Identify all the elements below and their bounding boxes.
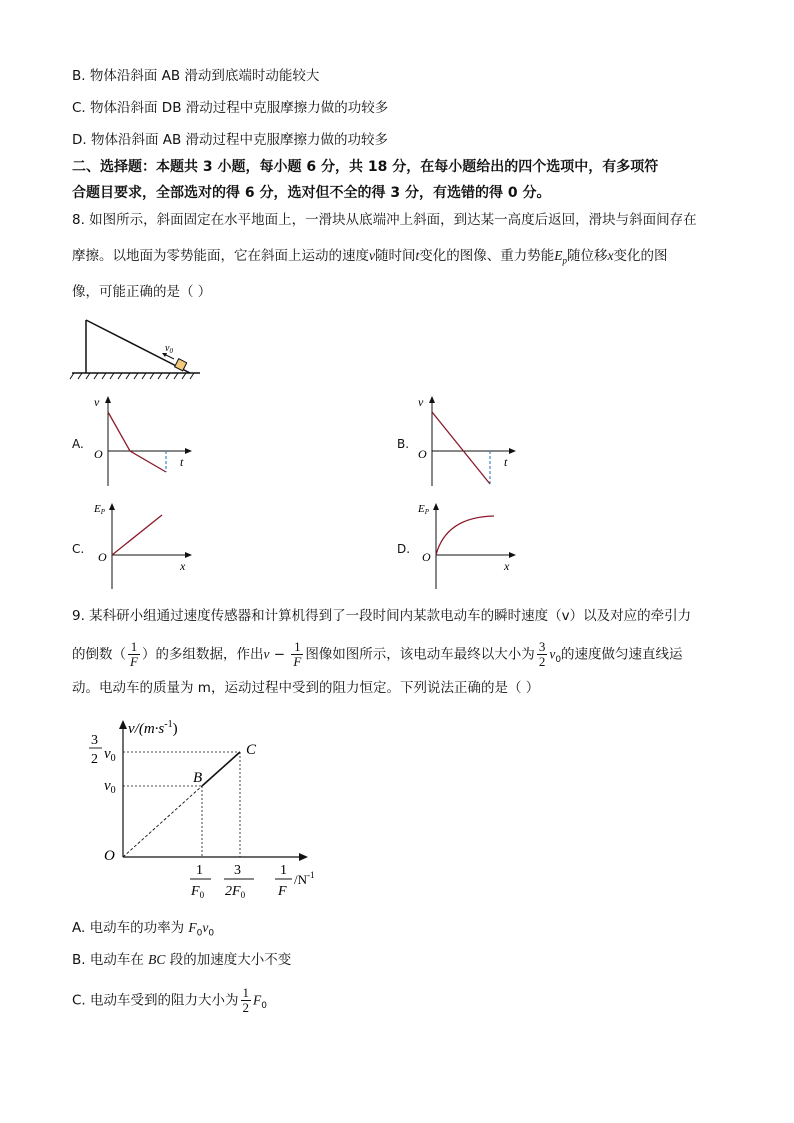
tick-three-halves-num: 3 <box>91 733 98 748</box>
y-axis-label: v <box>418 395 424 409</box>
velocity-curve <box>432 412 490 484</box>
q9-graph <box>80 712 340 907</box>
x-tick1-den: $F_0$ <box>191 884 205 900</box>
q8-stem-line2: 摩擦。以地面为零势能面，它在斜面上运动的速度v随时间t变化的图像、重力势能$E_p$随位移x变化的图 <box>72 248 668 266</box>
y-axis-label: EP <box>94 503 106 516</box>
q8-stem-line3: 像，可能正确的是（ ） <box>72 284 212 300</box>
section2-heading-line1: 二、选择题：本题共 3 小题，每小题 6 分，共 18 分，在每小题给出的四个选项中，有多项符 <box>72 159 659 175</box>
q7-option-d: D. 物体沿斜面 AB 滑动过程中克服摩擦力做的功较多 <box>72 132 389 148</box>
q9-stem-line2: 的倒数（ $\frac{1}{F}$ ）的多组数据，作出v − $\frac{1}{F}$ 图像如图所示，该电动车最终以大小为 $\frac{3}{2}$ $v_0$的速度做匀速直线运 <box>72 639 683 669</box>
q8-option-d-label: D. <box>397 542 411 556</box>
x-unit: $/N^{-1}$ <box>294 870 315 887</box>
v0-label: $v_0$ <box>165 343 173 355</box>
origin-label: O <box>422 550 431 564</box>
x-axis-label: x <box>180 559 186 573</box>
q8-option-b-graph <box>412 394 522 489</box>
y-axis-label: EP <box>418 503 430 516</box>
y-axis-label: $v/(m\cdot s^{-1})$ <box>128 719 178 737</box>
q9-option-a: A. 电动车的功率为 $F_0v_0$ <box>72 920 215 939</box>
origin-label: O <box>418 447 427 461</box>
q8-option-d-graph <box>412 497 522 592</box>
y-axis-label: v <box>94 395 100 409</box>
point-c-label: C <box>246 742 257 758</box>
q9-option-c: C. 电动车受到的阻力大小为 $\frac{1}{2}$ $F_0$ <box>72 985 267 1015</box>
slider-block <box>175 359 187 371</box>
q9-stem-line1: 9. 某科研小组通过速度传感器和计算机得到了一段时间内某款电动车的瞬时速度（v）以及对应的牵引力 <box>72 608 692 624</box>
q8-option-c-label: C. <box>72 542 85 556</box>
energy-curve <box>112 515 162 555</box>
q8-option-c-graph <box>88 497 198 592</box>
tick-v0: $v_0$ <box>104 778 116 796</box>
q8-option-b-label: B. <box>397 437 410 451</box>
x-tick2-num: 3 <box>234 863 241 878</box>
origin-label: O <box>104 848 115 864</box>
x-label-den: F <box>278 884 287 899</box>
x-tick1-num: 1 <box>196 863 203 878</box>
q9-option-b: B. 电动车在 BC 段的加速度大小不变 <box>72 952 292 968</box>
q8-option-a-label: A. <box>72 437 84 451</box>
q8-stem-line1: 8. 如图所示，斜面固定在水平地面上，一滑块从底端冲上斜面，到达某一高度后返回，滑块与斜面间存在 <box>72 212 697 228</box>
q8-option-a-graph <box>88 394 198 489</box>
segment-bc <box>202 752 240 786</box>
x-axis-label: t <box>504 455 508 469</box>
x-axis-label: t <box>180 455 184 469</box>
x-axis-label: x <box>504 559 510 573</box>
origin-label: O <box>94 447 103 461</box>
x-tick2-den: $2F_0$ <box>225 884 246 900</box>
energy-curve <box>436 516 494 555</box>
tick-three-halves-v0: $v_0$ <box>104 746 116 764</box>
q9-stem-line3: 动。电动车的质量为 m，运动过程中受到的阻力恒定。下列说法正确的是（ ） <box>72 680 540 696</box>
q7-option-c: C. 物体沿斜面 DB 滑动过程中克服摩擦力做的功较多 <box>72 100 389 116</box>
origin-label: O <box>98 550 107 564</box>
tick-three-halves-den: 2 <box>91 752 98 767</box>
x-label-num: 1 <box>280 863 287 878</box>
velocity-curve <box>108 412 166 472</box>
point-b-label: B <box>193 770 203 786</box>
incline-figure <box>70 315 205 385</box>
q7-option-b: B. 物体沿斜面 AB 滑动到底端时动能较大 <box>72 68 320 84</box>
section2-heading-line2: 合题目要求，全部选对的得 6 分，选对但不全的得 3 分，有选错的得 0 分。 <box>72 185 551 201</box>
